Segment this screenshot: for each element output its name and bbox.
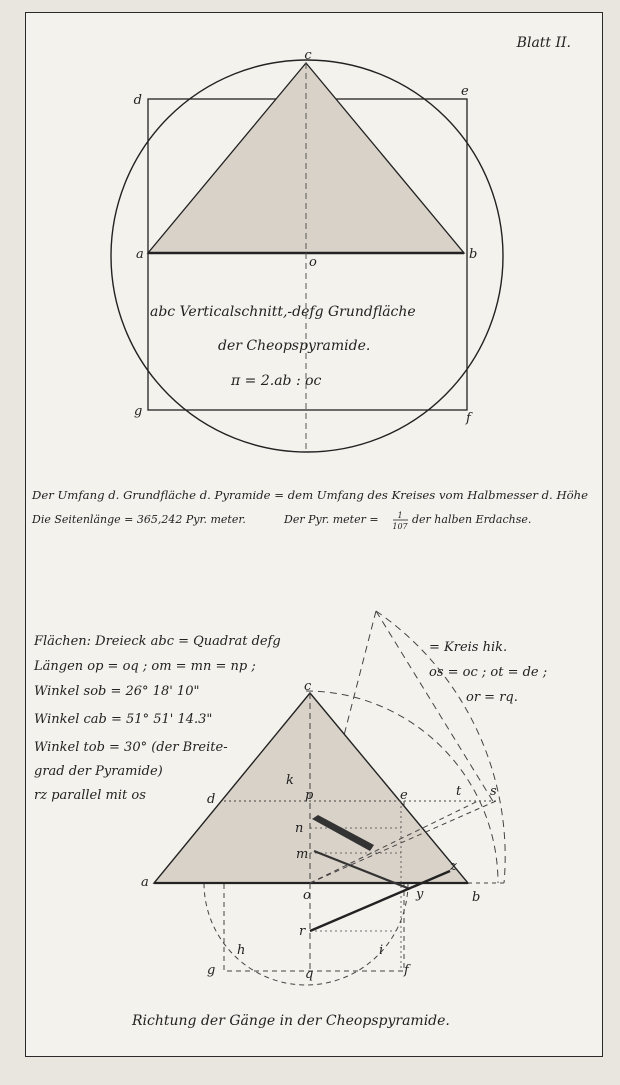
fig2-label-m: m <box>296 847 309 862</box>
fig2-label-e: e <box>400 788 408 803</box>
legend-left-4: Winkel cab = 51° 51' 14.3" <box>34 712 213 727</box>
fig2-label-t: t <box>456 784 462 799</box>
figure-2 <box>33 611 547 1029</box>
fig2-label-g: g <box>207 963 216 978</box>
fig2-label-z: z <box>450 859 457 874</box>
fig1-label-a: a <box>136 247 144 262</box>
legend-left-5: Winkel tob = 30° (der Breite- <box>34 740 228 755</box>
legend-right-3: or = rq. <box>466 690 518 705</box>
fig2-label-i: i <box>379 943 384 958</box>
pyramid-meter-statement: Der Pyr. meter = <box>284 513 379 526</box>
fig1-label-g: g <box>134 404 143 419</box>
legend-left-6: grad der Pyramide) <box>34 764 163 779</box>
fig2-label-c: c <box>304 679 312 694</box>
fraction-numerator: 1 <box>397 511 403 520</box>
fig1-label-b: b <box>469 247 478 262</box>
fig2-label-s: s <box>490 784 497 799</box>
fig2-label-d: d <box>207 792 216 807</box>
side-length-statement: Die Seitenlänge = 365,242 Pyr. meter. <box>32 513 246 526</box>
fig1-label-o: o <box>309 255 317 270</box>
fig2-label-a: a <box>141 875 149 890</box>
fig1-caption-line1: abc Verticalschnitt,-defg Grundfläche <box>150 304 416 320</box>
fig2-label-q: q <box>305 967 314 982</box>
plate <box>25 12 603 1057</box>
fig2-label-k: k <box>286 773 294 788</box>
circumference-statement: Der Umfang d. Grundfläche d. Pyramide = dem Umfang des Kreises vom Halbmesser d. Höhe <box>30 489 589 502</box>
fig2-label-p: p <box>305 788 314 803</box>
fig2-label-n: n <box>295 821 304 836</box>
legend-left-2: Längen op = oq ; om = mn = np ; <box>34 659 256 674</box>
fraction-denominator: 107 <box>392 522 408 531</box>
fig1-caption-line2: der Cheopspyramide. <box>218 338 371 354</box>
fig2-label-o: o <box>303 888 311 903</box>
legend-left-7: rz parallel mit os <box>34 788 146 803</box>
fig2-label-b: b <box>472 890 481 905</box>
fig1-label-e: e <box>461 84 469 99</box>
plate-label: Blatt II. <box>516 35 571 51</box>
fig2-label-y: y <box>416 887 424 902</box>
fig2-label-h: h <box>237 943 246 958</box>
legend-right-2: os = oc ; ot = de ; <box>429 665 548 680</box>
legend-left-1: Flächen: Dreieck abc = Quadrat defg <box>34 634 281 649</box>
plate-drawing <box>26 13 604 1058</box>
fig1-caption-formula: π = 2.ab : oc <box>231 373 322 389</box>
fig2-caption: Richtung der Gänge in der Cheopspyramide. <box>132 1013 450 1029</box>
fig1-label-f: f <box>466 411 471 426</box>
fig2-label-r: r <box>299 924 306 939</box>
earth-axis-statement: der halben Erdachse. <box>412 513 532 526</box>
figure-1 <box>111 48 503 452</box>
fig1-label-d: d <box>133 93 142 108</box>
fig2-label-f: f <box>404 963 409 978</box>
fig1-label-c: c <box>304 48 312 63</box>
legend-right-1: = Kreis hik. <box>429 640 508 655</box>
legend-left-3: Winkel sob = 26° 18' 10" <box>34 684 200 699</box>
